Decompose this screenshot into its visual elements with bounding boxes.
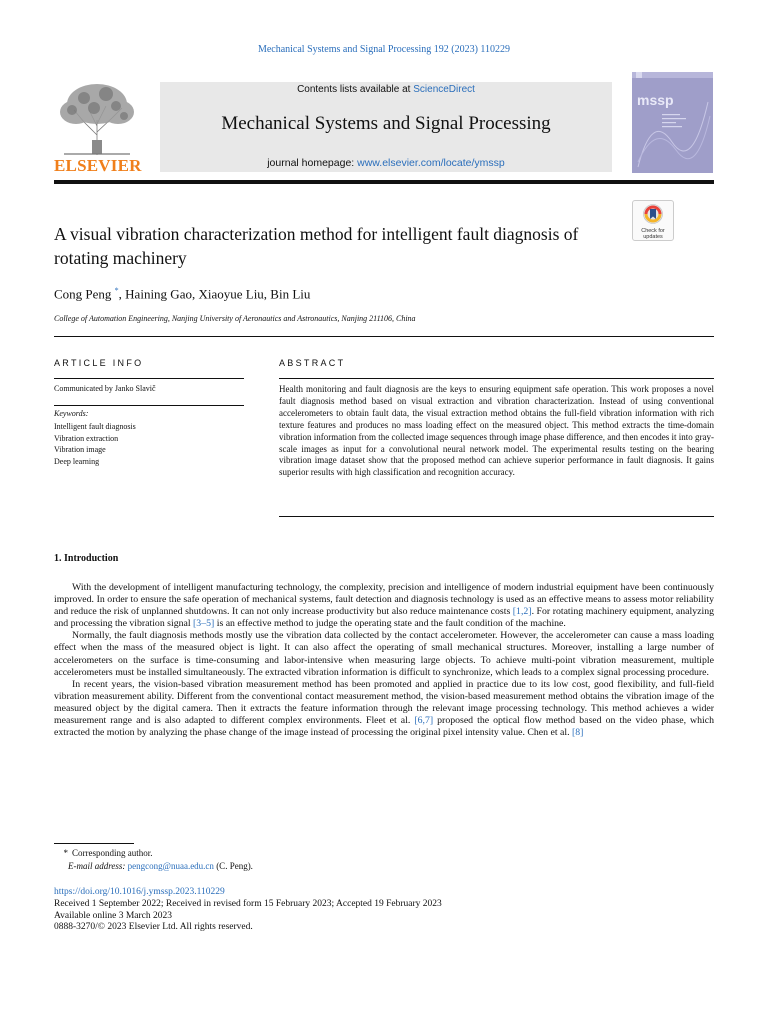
paper-title: A visual vibration characterization method for intelligent fault diagnosis of rotating machinery [54, 224, 579, 268]
footnote-rule [54, 843, 134, 844]
paragraph [54, 582, 714, 630]
keywords-label: Keywords: [54, 409, 89, 418]
homepage-line [160, 157, 612, 169]
divider [279, 516, 714, 517]
journal-masthead [160, 82, 612, 172]
text-run: With the development of intelligent manufacturing technology, the complexity, precision and intelligence of modern industrial equipment have been continuously improved. In order to ensure the safe operation of mechanical systems, fault detection and diagnosis technology is used as an effective means to assess motor reliability and reduce the risk of unplanned shutdowns. It can not only increase productivity but also reduce maintenance costs [54, 582, 714, 618]
cover-wave-graphic [632, 72, 713, 173]
doi-link[interactable]: https://doi.org/10.1016/j.ymssp.2023.110229 [54, 887, 225, 897]
paragraph [54, 679, 714, 739]
text-run: is an effective method to judge the operating state and the fault condition of the machine. [214, 618, 566, 630]
keyword: Vibration extraction [54, 433, 119, 443]
elsevier-logo[interactable] [54, 80, 140, 176]
email-suffix: (C. Peng). [213, 860, 253, 871]
divider [54, 336, 714, 337]
author-cong-peng[interactable]: Cong Peng [54, 286, 112, 302]
citation-link[interactable]: [1,2] [512, 606, 532, 618]
section-heading-introduction: 1. Introduction [54, 553, 119, 564]
publication-info [54, 887, 442, 934]
contents-prefix: Contents lists available at [297, 84, 414, 95]
journal-reference[interactable]: Mechanical Systems and Signal Processing 192 (2023) 110229 [257, 44, 511, 55]
copyright: 0888-3270/© 2023 Elsevier Ltd. All rights reserved. [54, 922, 253, 933]
update-badge-icon [633, 201, 673, 229]
cover-title: mssp [637, 92, 674, 108]
divider [54, 405, 244, 406]
email-link[interactable]: pengcong@nuaa.edu.cn [127, 860, 214, 871]
masthead-rule [54, 180, 714, 184]
footnote-mark: * [63, 848, 68, 858]
abstract-heading: ABSTRACT [279, 358, 346, 368]
paragraph: Normally, the fault diagnosis methods mostly use the vibration data collected by the contact accelerometer. However, the accelerometer can cause a mass loading effect when the mass of the measured object is light. It can also affect the operating of small mechanical structures. Moreover, installing a large number of accelerometers on the surface is time-consuming and labor-intensive when measuring large objects. To achieve multi-point vibration measurement, multiple accelerometers must be installed simultaneously. The extracted vibration information is difficult to synchronize, which leads to a complex signal processing procedure. [54, 630, 714, 678]
citation-link[interactable]: [3–5] [193, 618, 215, 630]
abstract-text: Health monitoring and fault diagnosis are the keys to ensuring equipment safe operation. This work proposes a novel fault diagnosis method based on visual extraction and vibration characterization. Instead of using conventional accelerometers to obtain fault data, the visual extraction method obtains the full-field vibration information with rich texture features and produces no mass loading effect on the measured object. This method extracts the time-domain vibration information from the collected image sequences through image phase difference, and then encodes it into gray-scale images as input for a convolutional neural network model. The experimental results testing on the bearing vibration image dataset show that the proposed method can achieve superior performance in fault diagnosis. It gains superior results with high classification and recognition accuracy. [279, 384, 714, 478]
journal-title[interactable]: Mechanical Systems and Signal Processing [221, 113, 551, 134]
check-for-updates-label: Check for updates [641, 228, 665, 240]
footnote [54, 847, 253, 872]
email-label: E-mail address: [68, 860, 126, 871]
keyword-list [54, 421, 136, 467]
text-run: . For rotating machinery equipment, analyzing and processing the vibration signal [54, 606, 714, 630]
received-dates: Received 1 September 2022; Received in revised form 15 February 2023; Accepted 19 February 2023 [54, 898, 442, 909]
author-list [54, 286, 310, 302]
other-authors: , Haining Gao, Xiaoyue Liu, Bin Liu [118, 286, 311, 302]
divider [279, 378, 714, 379]
keyword: Intelligent fault diagnosis [54, 422, 136, 431]
elsevier-wordmark: ELSEVIER [54, 156, 142, 175]
affiliation: College of Automation Engineering, Nanjing University of Aeronautics and Astronautics, Nanjing 211106, China [54, 314, 416, 323]
corresponding-note: Corresponding author. [72, 848, 153, 858]
text-run: In recent years, the vision-based vibration measurement method has been promoted and applied in practice due to its low cost, good flexibility, and full-field vibration measurement ability. Different from the conventional contact measurement method, the vision-based measurement method obtains the vibration image of the measured object by the digital camera. Then it extracts the feature information through the relevant image processing technology. This method achieves a wider measurement range and is also adapted to different complex environments. Fleet et al. [54, 678, 714, 727]
text-run: proposed the optical flow method based on the video phase, which extracted the motion by analyzing the phase change of the image instead of processing the original pixel intensity value. Chen et al. [54, 715, 714, 739]
divider [54, 378, 244, 379]
corresponding-author-mark[interactable]: * [114, 286, 119, 295]
homepage-prefix: journal homepage: [267, 157, 358, 169]
available-online: Available online 3 March 2023 [54, 910, 173, 921]
introduction-body [54, 582, 714, 739]
communicated-by: Communicated by Janko Slavič [54, 384, 156, 393]
journal-cover[interactable] [632, 72, 713, 173]
sciencedirect-link[interactable]: ScienceDirect [413, 84, 475, 95]
citation-link[interactable]: [6,7] [414, 715, 434, 727]
article-info-heading: ARTICLE INFO [54, 358, 144, 368]
keyword: Vibration image [54, 445, 106, 454]
contents-line [160, 84, 612, 95]
homepage-link[interactable]: www.elsevier.com/locate/ymssp [357, 157, 505, 169]
keyword: Deep learning [54, 456, 100, 466]
check-for-updates-button[interactable] [632, 200, 674, 241]
tree-icon [54, 80, 140, 156]
citation-link[interactable]: [8] [572, 727, 584, 739]
